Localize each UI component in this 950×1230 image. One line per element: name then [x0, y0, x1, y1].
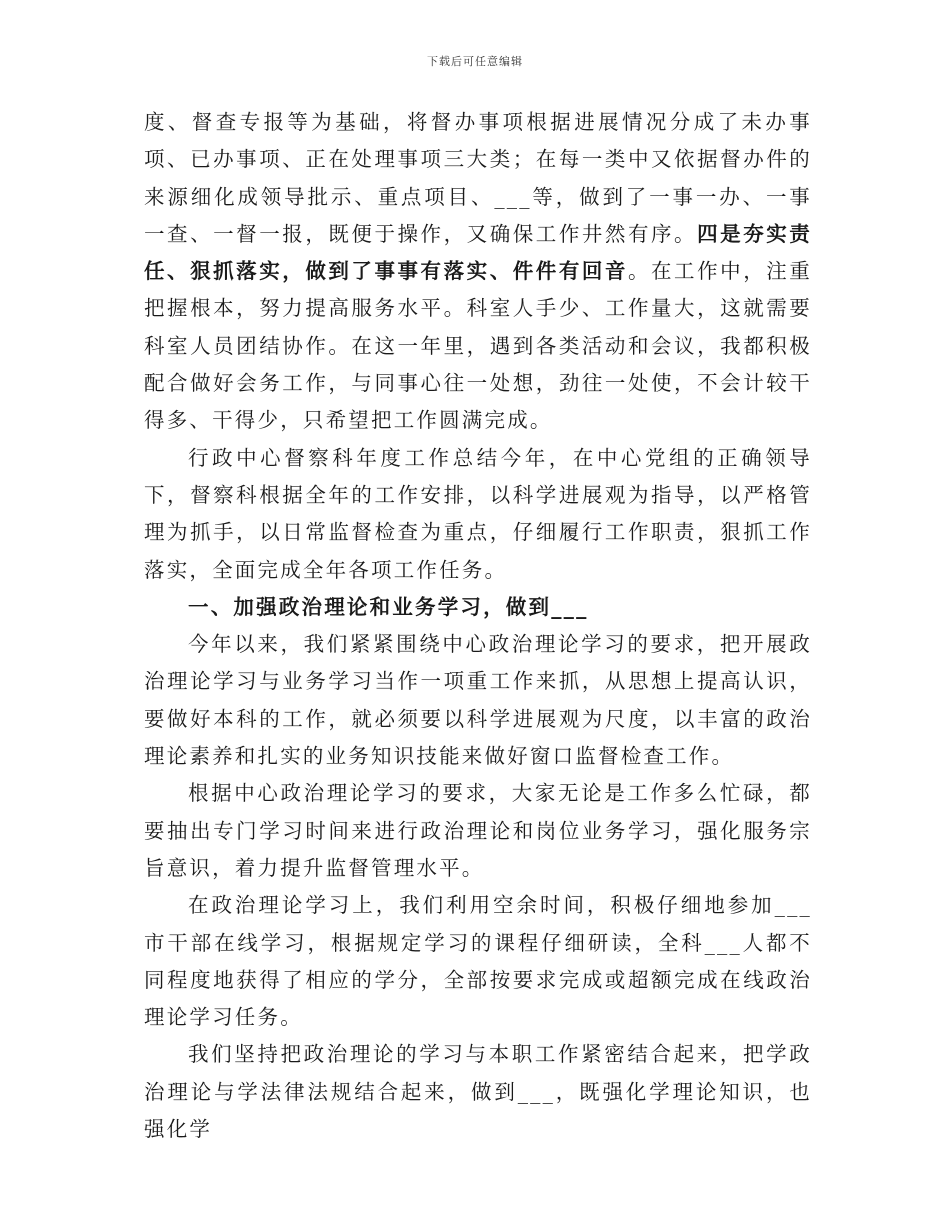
paragraph-text: 度、督查专报等为基础，将督办事项根据进展情况分成了未办事项、已办事项、正在处理事项三大类；在每一类中又依据督办件的来源细化成领导批示、重点项目、___等，做到了一事一办、一事一查、一督一报，既便于操作，又确保工作井然有序。: [144, 110, 812, 246]
section-heading: 一、加强政治理论和业务学习，做到___: [188, 594, 589, 619]
emphasized-text: 四是夯实责任、狠抓落实，做到了事事有落实、件件有回音: [144, 221, 812, 284]
page-header: 下载后可任意编辑: [427, 55, 523, 68]
paragraph: 根据中心政治理论学习的要求，大家无论是工作多么忙碌，都要抽出专门学习时间来进行政治理论和岗位业务学习，强化服务宗旨意识，着力提升监督管理水平。: [144, 781, 812, 880]
paragraph-text: 。在工作中，注重把握根本，努力提高服务水平。科室人手少、工作量大，这就需要科室人员团结协作。在这一年里，遇到各类活动和会议，我都积极配合做好会务工作，与同事心往一处想，劲往一处使，不会计较干得多、干得少，只希望把工作圆满完成。: [144, 259, 812, 433]
paragraph-continuation: [144, 104, 812, 440]
paragraph: 在政治理论学习上，我们利用空余时间，积极仔细地参加___市干部在线学习，根据规定学习的课程仔细研读，全科___人都不同程度地获得了相应的学分，全部按要求完成或超额完成在线政治理论学习任务。: [144, 893, 812, 1030]
paragraph: 今年以来，我们紧紧围绕中心政治理论学习的要求，把开展政治理论学习与业务学习当作一项重工作来抓，从思想上提高认识，要做好本科的工作，就必须要以科学进展观为尺度，以丰富的政治理论素养和扎实的业务知识技能来做好窗口监督检查工作。: [144, 632, 812, 769]
paragraph: 我们坚持把政治理论的学习与本职工作紧密结合起来，把学政治理论与学法律法规结合起来，做到___，既强化学理论知识，也强化学: [144, 1042, 812, 1142]
paragraph: 行政中心督察科年度工作总结今年，在中心党组的正确领导下，督察科根据全年的工作安排，以科学进展观为指导，以严格管理为抓手，以日常监督检查为重点，仔细履行工作职责，狠抓工作落实，全面完成全年各项工作任务。: [144, 445, 812, 582]
document-body: [144, 104, 812, 1148]
